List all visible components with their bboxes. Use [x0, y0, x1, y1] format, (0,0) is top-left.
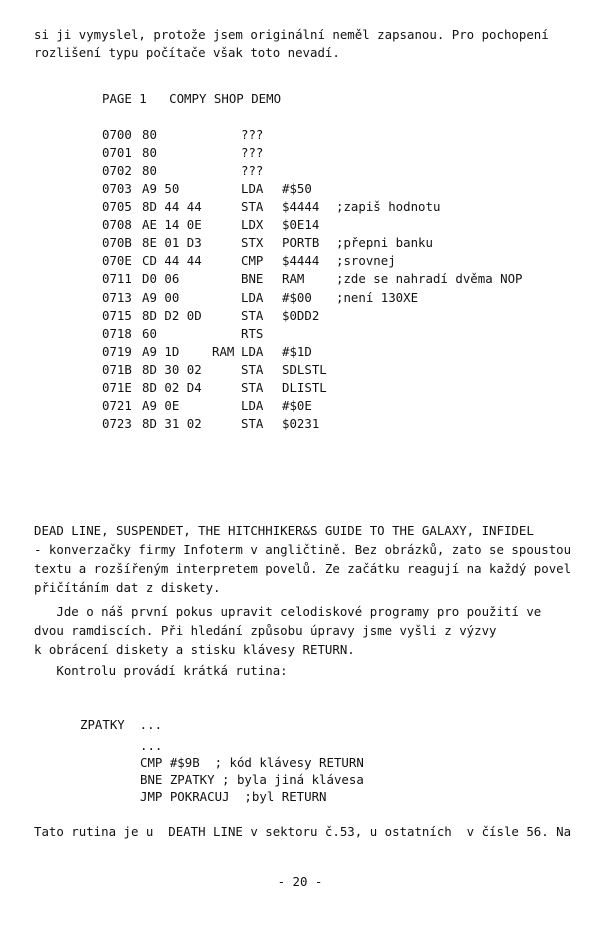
listing-address: 0703	[102, 181, 132, 197]
listing-bytes: 80	[142, 127, 157, 142]
page-number: - 20 -	[277, 874, 323, 889]
listing-address: 0723	[102, 415, 132, 431]
routine-line-1: ...	[140, 738, 163, 753]
listing-bytes: CD 44 44	[142, 253, 202, 269]
listing-mnemonic: BNE	[241, 271, 264, 287]
listing-bytes: 8D 02 D4	[142, 379, 202, 395]
listing-address: 0711	[102, 271, 132, 287]
routine-line-4: JMP POKRACUJ ;byl RETURN	[140, 789, 327, 804]
paragraph-line-8: Kontrolu provádí krátká rutina:	[34, 663, 288, 678]
listing-address: 070B	[102, 235, 132, 251]
listing-address: 0715	[102, 307, 132, 323]
listing-bytes: A9 0E	[142, 397, 180, 413]
listing-operand: $4444	[282, 253, 320, 269]
listing-mnemonic: ???	[241, 163, 264, 179]
listing-address: 070E	[102, 253, 132, 269]
listing-comment: ;přepni banku	[336, 235, 433, 251]
listing-address: 071E	[102, 379, 132, 395]
listing-mnemonic: CMP	[241, 253, 264, 269]
listing-mnemonic: STA	[241, 415, 264, 431]
listing-operand: DLISTL	[282, 379, 327, 395]
listing-bytes: 8D 44 44	[142, 199, 202, 215]
paragraph-line-6: dvou ramdiscích. Při hledání způsobu úpravy jsme vyšli z výzvy	[34, 623, 497, 638]
listing-operand: #$0E	[282, 397, 312, 413]
listing-comment: ;zapiš hodnotu	[336, 199, 441, 215]
listing-operand: $0E14	[282, 217, 320, 233]
paragraph-line-1: DEAD LINE, SUSPENDET, THE HITCHHIKER&S GUIDE TO THE GALAXY, INFIDEL	[34, 523, 534, 538]
routine-line-3: BNE ZPATKY ; byla jiná klávesa	[140, 772, 364, 787]
listing-mnemonic: LDA	[241, 397, 264, 413]
listing-bytes: A9 1D	[142, 343, 180, 359]
listing-address: 0713	[102, 289, 132, 305]
paragraph-line-4: přičítáním dat z diskety.	[34, 580, 221, 595]
intro-line-2: rozlišení typu počítače však toto nevadí.	[34, 45, 340, 60]
listing-operand: RAM	[282, 271, 305, 287]
listing-label: RAM	[212, 343, 235, 359]
listing-bytes: A9 00	[142, 289, 180, 305]
paragraph-line-2: - konverzačky firmy Infoterm v angličtině. Bez obrázků, zato se spoustou	[34, 542, 572, 557]
listing-address: 0705	[102, 199, 132, 215]
listing-bytes: 8E 01 D3	[142, 235, 202, 251]
listing-operand: PORTB	[282, 235, 320, 251]
listing-comment: ;není 130XE	[336, 289, 419, 305]
listing-address: 0718	[102, 325, 132, 341]
listing-operand: #$00	[282, 289, 312, 305]
listing-address: 0719	[102, 343, 132, 359]
listing-bytes: 8D 30 02	[142, 361, 202, 377]
paragraph-line-3: textu a rozšířeným interpretem povelů. Ze začátku reagují na každý povel	[34, 561, 572, 576]
listing-bytes: AE 14 0E	[142, 217, 202, 233]
listing-address: 0708	[102, 217, 132, 233]
listing-bytes: A9 50	[142, 181, 180, 197]
listing-operand: $4444	[282, 199, 320, 215]
listing-mnemonic: STA	[241, 379, 264, 395]
listing-mnemonic: STX	[241, 235, 264, 251]
routine-line-2: CMP #$9B ; kód klávesy RETURN	[140, 755, 364, 770]
listing-comment: ;zde se nahradí dvěma NOP	[336, 271, 523, 287]
listing-mnemonic: LDA	[241, 289, 264, 305]
listing-operand: $0231	[282, 415, 320, 431]
listing-bytes: D0 06	[142, 271, 180, 287]
listing-mnemonic: ???	[241, 127, 264, 142]
listing-mnemonic: STA	[241, 361, 264, 377]
paragraph-line-7: k obrácení diskety a stisku klávesy RETURN.	[34, 642, 355, 657]
listing-operand: SDLSTL	[282, 361, 327, 377]
listing-operand: #$50	[282, 181, 312, 197]
listing-mnemonic: STA	[241, 199, 264, 215]
listing-mnemonic: RTS	[241, 325, 264, 341]
listing-bytes: 60	[142, 325, 157, 341]
listing-mnemonic: LDA	[241, 181, 264, 197]
listing-address: 0702	[102, 163, 132, 179]
listing-bytes: 8D 31 02	[142, 415, 202, 431]
listing-address: 0701	[102, 145, 132, 161]
listing-mnemonic: LDA	[241, 343, 264, 359]
listing-bytes: 80	[142, 145, 157, 161]
closing-line: Tato rutina je u DEATH LINE v sektoru č.53, u ostatních v čísle 56. Na	[34, 824, 572, 839]
listing-comment: ;srovnej	[336, 253, 396, 269]
listing-mnemonic: LDX	[241, 217, 264, 233]
listing-title: PAGE 1 COMPY SHOP DEMO	[102, 91, 282, 106]
listing-operand: $0DD2	[282, 307, 320, 323]
listing-bytes: 80	[142, 163, 157, 179]
listing-mnemonic: STA	[241, 307, 264, 323]
listing-bytes: 8D D2 0D	[142, 307, 202, 323]
listing-address: 0700	[102, 127, 132, 142]
listing-mnemonic: ???	[241, 145, 264, 161]
routine-label-line: ZPATKY ...	[80, 717, 163, 732]
listing-address: 071B	[102, 361, 132, 377]
listing-operand: #$1D	[282, 343, 312, 359]
listing-address: 0721	[102, 397, 132, 413]
intro-line-1: si ji vymyslel, protože jsem originální neměl zapsanou. Pro pochopení	[34, 27, 549, 42]
paragraph-line-5: Jde o náš první pokus upravit celodiskové programy pro použití ve	[34, 604, 542, 619]
